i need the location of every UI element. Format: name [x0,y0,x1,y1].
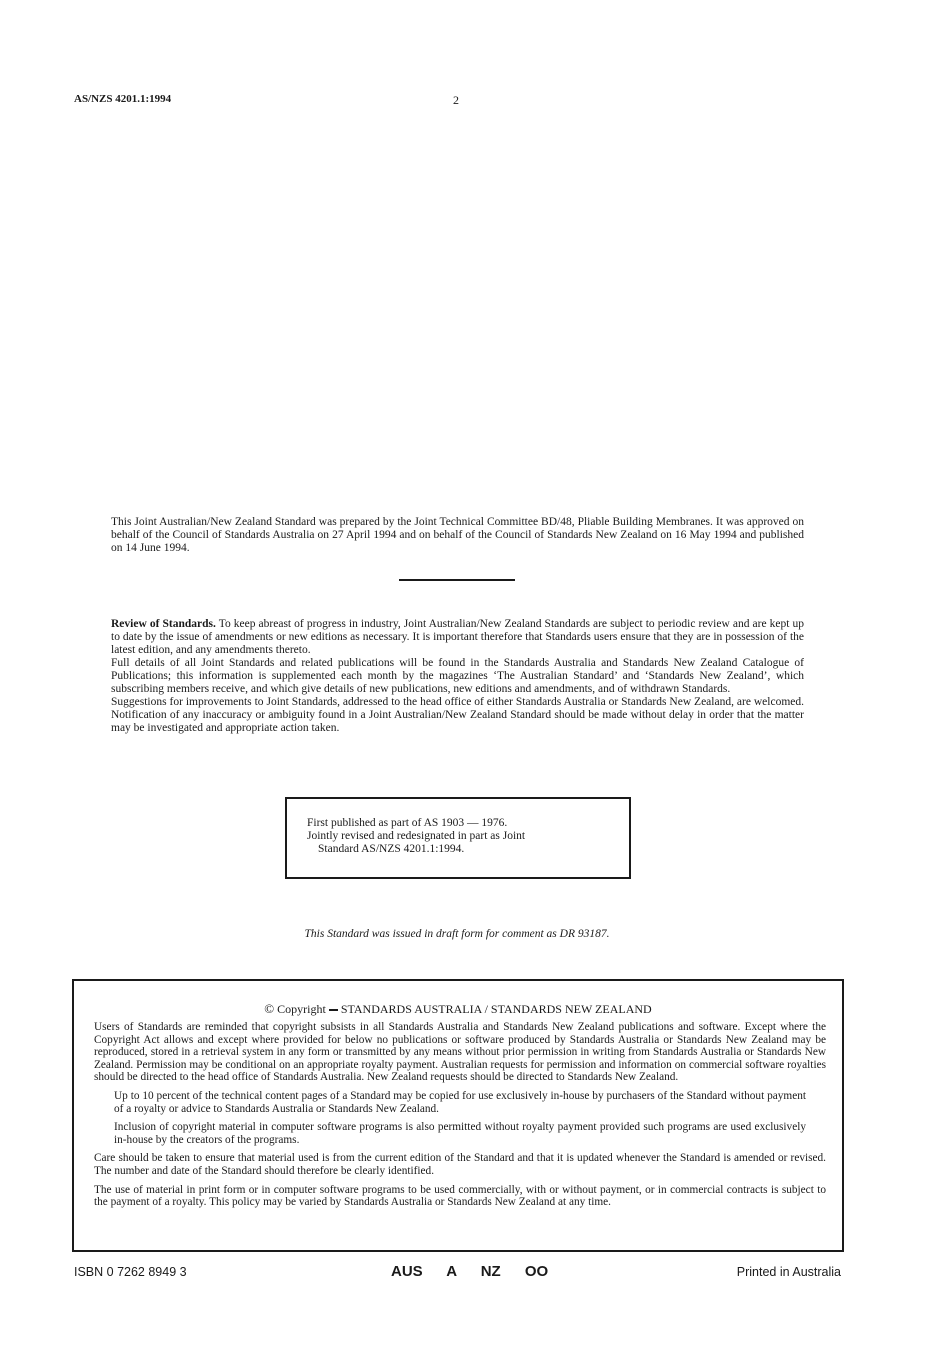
copyright-title [74,1001,842,1017]
isbn: ISBN 0 7262 8949 3 [74,1265,187,1279]
page-number: 2 [453,93,459,107]
review-heading: Review of Standards. [111,618,216,630]
copyright-paragraph: Inclusion of copyright material in computer software programs is also permitted without royalty payment provided such programs are used exclusively in-house by the creators of the programs. [114,1121,806,1146]
copyright-paragraph: Users of Standards are reminded that copyright subsists in all Standards Australia and Standards New Zealand publications and software. Except where the Copyright Act allows and except where provided for below no publications or software produced by Standards Australia or Standards New Zealand may be reproduced, stored in a retrieval system in any form or transmitted by any means without prior permission in writing from Standards Australia or Standards New Zealand. Permission may be conditional on an appropriate royalty payment. Australian requests for permission and information on commercial software royalties should be directed to the head office of Standards Australia. New Zealand requests should be directed to Standards New Zealand. [94,1021,826,1084]
review-of-standards [111,618,804,735]
review-details-paragraph: Full details of all Joint Standards and related publications will be found in the Standards Australia and Standards New Zealand Catalogue of Publications; this information is supplemented each month by the magazines ‘The Australian Standard’ and ‘Standards New Zealand’, which subscribing members receive, and which give details of new publications, new editions and amendments, and of withdrawn Standards. [111,657,804,695]
distribution-code: AUS A NZ OO [391,1263,549,1280]
copyright-dash [329,1009,338,1011]
review-suggestions-paragraph: Suggestions for improvements to Joint Standards, addressed to the head office of either Standards Australia or Standards New Zealand, are welcomed. Notification of any inaccuracy or ambiguity found in a Joint Australian/New Zealand Standard should be made without delay in order that the matter may be investigated and appropriate action taken. [111,696,804,734]
publication-line-2: Jointly revised and redesignated in part as Joint [307,830,526,842]
copyright-symbol: © [264,1001,275,1016]
copyright-box [72,979,844,1252]
publication-history-box [285,797,631,879]
publication-line-1: First published as part of AS 1903 — 1976. [307,817,508,829]
copyright-paragraph: The use of material in print form or in computer software programs to be used commercially, with or without payment, or in commercial contracts is subject to the payment of a royalty. This policy may be varied by Standards Australia or Standards New Zealand at any time. [94,1183,826,1209]
printed-in: Printed in Australia [736,1265,841,1279]
preparation-statement: This Joint Australian/New Zealand Standard was prepared by the Joint Technical Committee BD/48, Pliable Building Membranes. It was approved on behalf of the Council of Standards Australia on 27 April 1994 and on behalf of the Council of Standards New Zealand on 16 May 1994 and published on 14 June 1994. [111,516,804,554]
copyright-paragraph: Up to 10 percent of the technical content pages of a Standard may be copied for use exclusively in-house by purchasers of the Standard without payment of a royalty or advice to Standards Australia or Standards New Zealand. [114,1089,806,1115]
section-divider [399,579,515,581]
review-intro-paragraph [111,618,804,657]
copyright-body [94,1021,826,1215]
copyright-label: Copyright [277,1002,326,1016]
draft-note: This Standard was issued in draft form for comment as DR 93187. [304,928,610,940]
copyright-paragraph: Care should be taken to ensure that material used is from the current edition of the Standard and that it is updated whenever the Standard is amended or revised. The number and date of the Standard should therefore be clearly identified. [94,1152,826,1177]
review-intro-text: To keep abreast of progress in industry, Joint Australian/New Zealand Standards are subject to periodic review and are kept up to date by the issue of amendments or new editions as necessary. It is important therefore that Standards users ensure that they are in possession of the latest edition, and any amendments thereto. [111,618,805,656]
standard-code-header: AS/NZS 4201.1:1994 [74,93,172,105]
copyright-holders: STANDARDS AUSTRALIA / STANDARDS NEW ZEALAND [340,1002,652,1016]
publication-line-3: Standard AS/NZS 4201.1:1994. [318,843,465,855]
